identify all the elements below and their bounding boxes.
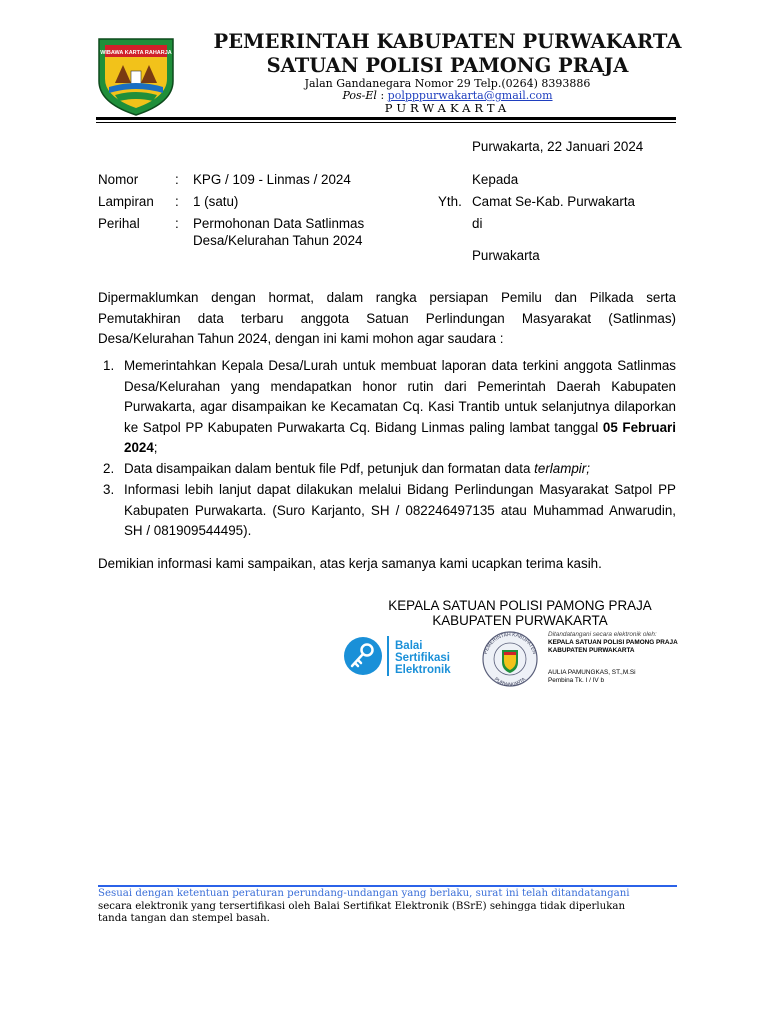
deadline-date: 05 Februari 2024 — [124, 419, 676, 455]
meta-label-perihal: Perihal — [98, 216, 140, 231]
list-number: 3. — [103, 482, 115, 497]
esign-note: Ditandatangani secara elektronik oleh: — [548, 631, 657, 638]
signatory-title-line1: KEPALA SATUAN POLISI PAMONG PRAJA — [388, 598, 652, 613]
letter-date: Purwakarta, 22 Januari 2024 — [472, 139, 644, 154]
list-item-3: Informasi lebih lanjut dapat dilakukan melalui Bidang Perlindungan Masyarakat Satpol PP Kabupaten Purwakarta. (Suro Karjanto, SH / 082246497135 atau Muhammad Anwarudin, SH / 081909544495). — [124, 482, 676, 538]
bsre-logo — [343, 633, 473, 679]
list-item-2-text: Data disampaikan dalam bentuk file Pdf, petunjuk dan formatan data — [124, 461, 535, 476]
list-number: 2. — [103, 461, 115, 476]
letterhead-rule-thick — [96, 117, 676, 120]
letterhead-rule-thin — [96, 122, 676, 123]
official-stamp — [478, 630, 543, 688]
svg-text:PURWAKARTA: PURWAKARTA — [493, 676, 527, 688]
email-separator: : — [376, 89, 388, 102]
body-closing: Demikian informasi kami sampaikan, atas kerja samanya kami ucapkan terima kasih. — [98, 556, 602, 571]
svg-text:Balai: Balai — [395, 640, 423, 652]
recipient-kepada: Kepada — [472, 172, 519, 187]
list-item-1-text: Memerintahkan Kepala Desa/Lurah untuk membuat laporan data terkini anggota Satlinmas Desa/Kelurahan yang mendapatkan honor rutin dari Pemerintah Daerah Kabupaten Purwakarta, agar disampaikan ke Kecamatan Cq. Kasi Trantib untuk selanjutnya dilaporkan ke Satpol PP Kabupaten Purwakarta Cq. Bidang Linmas paling lambat tanggal — [124, 358, 676, 435]
recipient-di: di — [472, 216, 483, 231]
agency-city: PURWAKARTA — [384, 101, 511, 115]
meta-colon: : — [175, 194, 179, 209]
agency-name-line2: SATUAN POLISI PAMONG PRAJA — [266, 54, 629, 77]
svg-text:WIBAWA KARTA RAHARJA: WIBAWA KARTA RAHARJA — [100, 50, 172, 56]
meta-value-lampiran: 1 (satu) — [193, 194, 239, 209]
purwakarta-regency-emblem — [93, 31, 179, 117]
esign-title2: KABUPATEN PURWAKARTA — [548, 647, 635, 654]
meta-value-perihal: Permohonan Data Satlinmas — [193, 216, 365, 231]
signatory-name: AULIA PAMUNGKAS, ST.,M.Si — [548, 669, 636, 676]
attachment-note: terlampir; — [534, 461, 590, 476]
signatory-rank: Pembina Tk. I / IV b — [548, 677, 605, 684]
meta-value-perihal-line2: Desa/Kelurahan Tahun 2024 — [193, 233, 363, 248]
meta-value-nomor: KPG / 109 - Linmas / 2024 — [193, 172, 351, 187]
footer-rule — [98, 885, 677, 887]
signatory-title-line2: KABUPATEN PURWAKARTA — [432, 613, 608, 628]
meta-label-lampiran: Lampiran — [98, 194, 154, 209]
email-label: Pos-El — [342, 89, 377, 102]
email-link[interactable]: polpppurwakarta@gmail.com — [387, 89, 553, 102]
footer-line2: secara elektronik yang tersertifikasi oleh Balai Sertifikat Elektronik (BSrE) sehingga tidak diperlukan — [98, 900, 625, 912]
agency-name-line1: PEMERINTAH KABUPATEN PURWAKARTA — [213, 30, 682, 53]
list-item-2 — [124, 459, 676, 480]
recipient-name: Camat Se-Kab. Purwakarta — [472, 194, 635, 209]
agency-address: Jalan Gandanegara Nomor 29 Telp.(0264) 8393886 — [304, 77, 591, 90]
svg-text:Elektronik: Elektronik — [395, 664, 451, 676]
esign-title1: KEPALA SATUAN POLISI PAMONG PRAJA — [548, 639, 678, 646]
footer-line1: Sesuai dengan ketentuan peraturan perundang-undangan yang berlaku, surat ini telah ditandatangani — [98, 888, 630, 899]
meta-colon: : — [175, 216, 179, 231]
list-number: 1. — [103, 358, 115, 373]
svg-text:PEMERINTAH KABUPATEN: PEMERINTAH KABUPATEN — [482, 631, 538, 655]
body-intro: Dipermaklumkan dengan hormat, dalam rangka persiapan Pemilu dan Pilkada serta Pemutakhiran data terbaru anggota Satuan Perlindungan Masyarakat (Satlinmas) Desa/Kelurahan Tahun 2024, dengan ini kami mohon agar saudara : — [98, 290, 676, 346]
meta-label-nomor: Nomor — [98, 172, 139, 187]
electronic-signature-block — [548, 631, 678, 685]
recipient-yth: Yth. — [438, 194, 462, 209]
list-item-1 — [124, 356, 676, 459]
footer-disclaimer — [98, 888, 677, 926]
svg-text:Sertifikasi: Sertifikasi — [395, 652, 450, 664]
meta-colon: : — [175, 172, 179, 187]
list-item-1-end: ; — [153, 440, 158, 455]
recipient-place: Purwakarta — [472, 248, 540, 263]
footer-line3: tanda tangan dan stempel basah. — [98, 913, 270, 924]
